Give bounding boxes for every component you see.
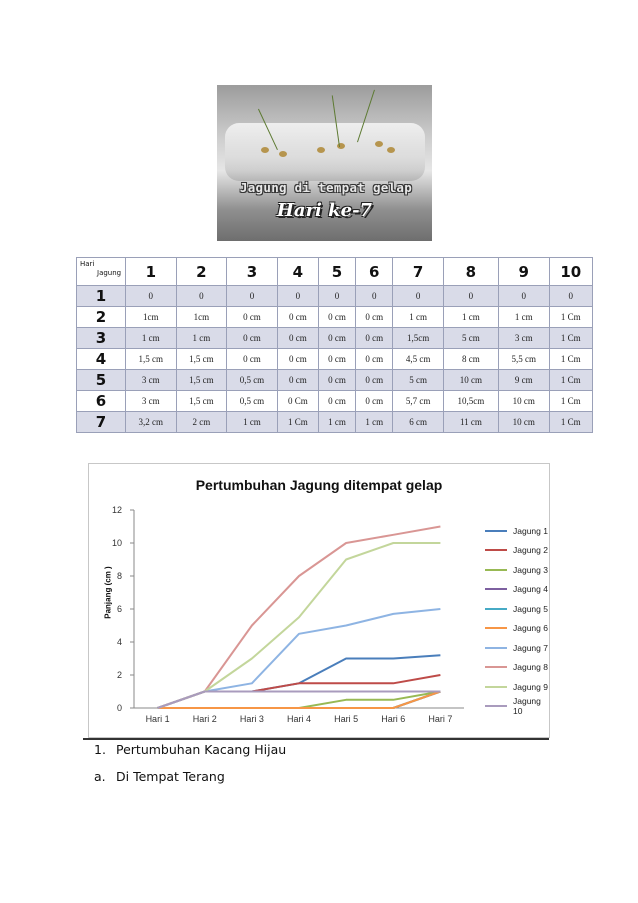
table-row <box>77 370 593 391</box>
column-header: 8 <box>443 258 498 286</box>
table-cell: 0 <box>356 286 393 307</box>
table-cell: 1 cm <box>227 412 278 433</box>
table-cell: 0 <box>277 286 318 307</box>
x-tick-label: Hari 3 <box>239 714 264 724</box>
table-cell: 0 <box>176 286 227 307</box>
legend-swatch <box>485 569 507 571</box>
table-cell: 6 cm <box>393 412 444 433</box>
table-cell: 0 cm <box>318 349 355 370</box>
table-cell: 0 cm <box>277 370 318 391</box>
table-cell: 1 cm <box>443 307 498 328</box>
column-header: 9 <box>498 258 549 286</box>
table-cell: 1 Cm <box>549 349 593 370</box>
legend-swatch <box>485 686 507 688</box>
column-header: 6 <box>356 258 393 286</box>
legend-item <box>485 619 549 639</box>
table-cell: 1 cm <box>126 328 177 349</box>
table-cell: 1 Cm <box>549 412 593 433</box>
table-cell: 1 Cm <box>549 370 593 391</box>
table-cell: 1 Cm <box>277 412 318 433</box>
table-cell: 0 cm <box>227 307 278 328</box>
legend-swatch <box>485 666 507 668</box>
table-cell: 0 Cm <box>277 391 318 412</box>
table-cell: 0,5 cm <box>227 370 278 391</box>
photo-caption: Jagung di tempat gelap <box>239 180 413 195</box>
table-cell: 0 cm <box>277 349 318 370</box>
table-cell: 0 <box>393 286 444 307</box>
column-header: 1 <box>126 258 177 286</box>
table-cell: 1,5 cm <box>176 349 227 370</box>
table-cell: 3 cm <box>126 391 177 412</box>
corn-photo <box>217 85 432 241</box>
row-header: 3 <box>77 328 126 349</box>
seed-image <box>317 147 325 153</box>
legend-swatch <box>485 549 507 551</box>
legend-item <box>485 541 549 561</box>
table-cell: 0 cm <box>318 307 355 328</box>
column-header: 2 <box>176 258 227 286</box>
legend-label: Jagung 1 <box>513 525 548 536</box>
table-cell: 0 cm <box>356 328 393 349</box>
seed-image <box>375 141 383 147</box>
section-heading: Pertumbuhan Kacang Hijau <box>116 742 287 757</box>
row-header: 5 <box>77 370 126 391</box>
table-row <box>77 307 593 328</box>
column-header: 4 <box>277 258 318 286</box>
row-header: 2 <box>77 307 126 328</box>
column-header: 3 <box>227 258 278 286</box>
table-cell: 10 cm <box>498 391 549 412</box>
column-header: 5 <box>318 258 355 286</box>
y-tick-label: 10 <box>111 538 122 548</box>
y-tick-label: 0 <box>116 703 122 713</box>
legend-label: Jagung 10 <box>513 696 541 717</box>
list-number: 1. <box>94 742 106 757</box>
y-tick-label: 2 <box>116 670 122 680</box>
legend-label: Jagung 5 <box>513 603 548 614</box>
corner-label-corn: Jagung <box>97 269 122 277</box>
table-cell: 1 cm <box>176 328 227 349</box>
corner-label-day: Hari <box>80 260 95 268</box>
table-row <box>77 286 593 307</box>
list-letter: a. <box>94 769 106 784</box>
divider-line <box>83 738 549 740</box>
legend-swatch <box>485 705 507 707</box>
table-cell: 1 cm <box>498 307 549 328</box>
x-tick-label: Hari 7 <box>428 714 453 724</box>
table-cell: 0 <box>227 286 278 307</box>
legend-label: Jagung 8 <box>513 662 548 673</box>
y-tick-label: 6 <box>116 604 122 614</box>
table-cell: 0 <box>318 286 355 307</box>
table-cell: 9 cm <box>498 370 549 391</box>
legend-item <box>485 658 549 678</box>
legend-item <box>485 638 549 658</box>
growth-chart <box>88 463 550 738</box>
seed-image <box>261 147 269 153</box>
x-tick-label: Hari 5 <box>334 714 359 724</box>
y-tick-label: 4 <box>116 637 122 647</box>
table-cell: 1,5 cm <box>176 391 227 412</box>
table-cell: 1cm <box>176 307 227 328</box>
legend-item <box>485 697 549 717</box>
table-cell: 0 cm <box>318 328 355 349</box>
chart-legend <box>485 521 549 716</box>
photo-day-caption: Hari ke-7 <box>276 200 373 221</box>
table-cell: 1 cm <box>318 412 355 433</box>
y-tick-label: 12 <box>111 505 122 515</box>
table-cell: 10 cm <box>498 412 549 433</box>
x-tick-label: Hari 4 <box>286 714 312 724</box>
table-cell: 0 <box>126 286 177 307</box>
table-row <box>77 391 593 412</box>
table-cell: 0 cm <box>356 370 393 391</box>
seed-image <box>387 147 395 153</box>
table-cell: 1 Cm <box>549 391 593 412</box>
chart-title: Pertumbuhan Jagung ditempat gelap <box>195 477 443 493</box>
x-tick-label: Hari 1 <box>145 714 170 724</box>
legend-label: Jagung 9 <box>513 681 548 692</box>
table-cell: 3 cm <box>126 370 177 391</box>
legend-label: Jagung 7 <box>513 642 548 653</box>
table-cell: 11 cm <box>443 412 498 433</box>
table-cell: 3 cm <box>498 328 549 349</box>
legend-swatch <box>485 608 507 610</box>
y-tick-label: 8 <box>116 571 122 581</box>
table-cell: 0 cm <box>318 370 355 391</box>
legend-item <box>485 599 549 619</box>
growth-table <box>76 257 593 433</box>
legend-item <box>485 677 549 697</box>
table-cell: 0 cm <box>318 391 355 412</box>
table-cell: 5 cm <box>443 328 498 349</box>
row-header: 7 <box>77 412 126 433</box>
table-cell: 0 <box>443 286 498 307</box>
list-item <box>94 769 225 784</box>
table-cell: 8 cm <box>443 349 498 370</box>
table-cell: 0 cm <box>227 328 278 349</box>
table-cell: 1,5cm <box>393 328 444 349</box>
table-row <box>77 412 593 433</box>
table-cell: 0 <box>498 286 549 307</box>
table-row <box>77 328 593 349</box>
table-cell: 0,5 cm <box>227 391 278 412</box>
table-cell: 4,5 cm <box>393 349 444 370</box>
list-item <box>94 742 286 757</box>
legend-swatch <box>485 588 507 590</box>
legend-label: Jagung 3 <box>513 564 548 575</box>
legend-label: Jagung 6 <box>513 623 548 634</box>
seed-image <box>279 151 287 157</box>
table-cell: 0 cm <box>356 349 393 370</box>
table-cell: 5,5 cm <box>498 349 549 370</box>
legend-label: Jagung 4 <box>513 584 548 595</box>
chart-plot <box>89 464 549 737</box>
table-row <box>77 349 593 370</box>
table-cell: 0 cm <box>277 307 318 328</box>
table-cell: 10 cm <box>443 370 498 391</box>
table-corner-cell <box>77 258 126 286</box>
table-cell: 1 Cm <box>549 328 593 349</box>
table-cell: 0 cm <box>356 307 393 328</box>
x-tick-label: Hari 2 <box>192 714 217 724</box>
subsection-heading: Di Tempat Terang <box>116 769 225 784</box>
legend-item <box>485 560 549 580</box>
table-cell: 0 cm <box>277 328 318 349</box>
legend-item <box>485 521 549 541</box>
table-cell: 1 Cm <box>549 307 593 328</box>
table-cell: 1,5 cm <box>176 370 227 391</box>
table-cell: 1,5 cm <box>126 349 177 370</box>
bottle-image <box>225 123 425 181</box>
column-header: 7 <box>393 258 444 286</box>
column-header: 10 <box>549 258 593 286</box>
table-cell: 5 cm <box>393 370 444 391</box>
row-header: 1 <box>77 286 126 307</box>
table-cell: 0 <box>549 286 593 307</box>
table-cell: 2 cm <box>176 412 227 433</box>
legend-item <box>485 580 549 600</box>
table-cell: 0 cm <box>356 391 393 412</box>
table-cell: 1cm <box>126 307 177 328</box>
table-cell: 3,2 cm <box>126 412 177 433</box>
table-cell: 10,5cm <box>443 391 498 412</box>
table-cell: 1 cm <box>356 412 393 433</box>
table-cell: 5,7 cm <box>393 391 444 412</box>
legend-swatch <box>485 647 507 649</box>
table-cell: 0 cm <box>227 349 278 370</box>
y-axis-label: Panjang (cm ) <box>103 566 113 619</box>
legend-swatch <box>485 530 507 532</box>
x-tick-label: Hari 6 <box>381 714 406 724</box>
legend-swatch <box>485 627 507 629</box>
row-header: 4 <box>77 349 126 370</box>
legend-label: Jagung 2 <box>513 545 548 556</box>
row-header: 6 <box>77 391 126 412</box>
table-cell: 1 cm <box>393 307 444 328</box>
table-header-row <box>77 258 593 286</box>
